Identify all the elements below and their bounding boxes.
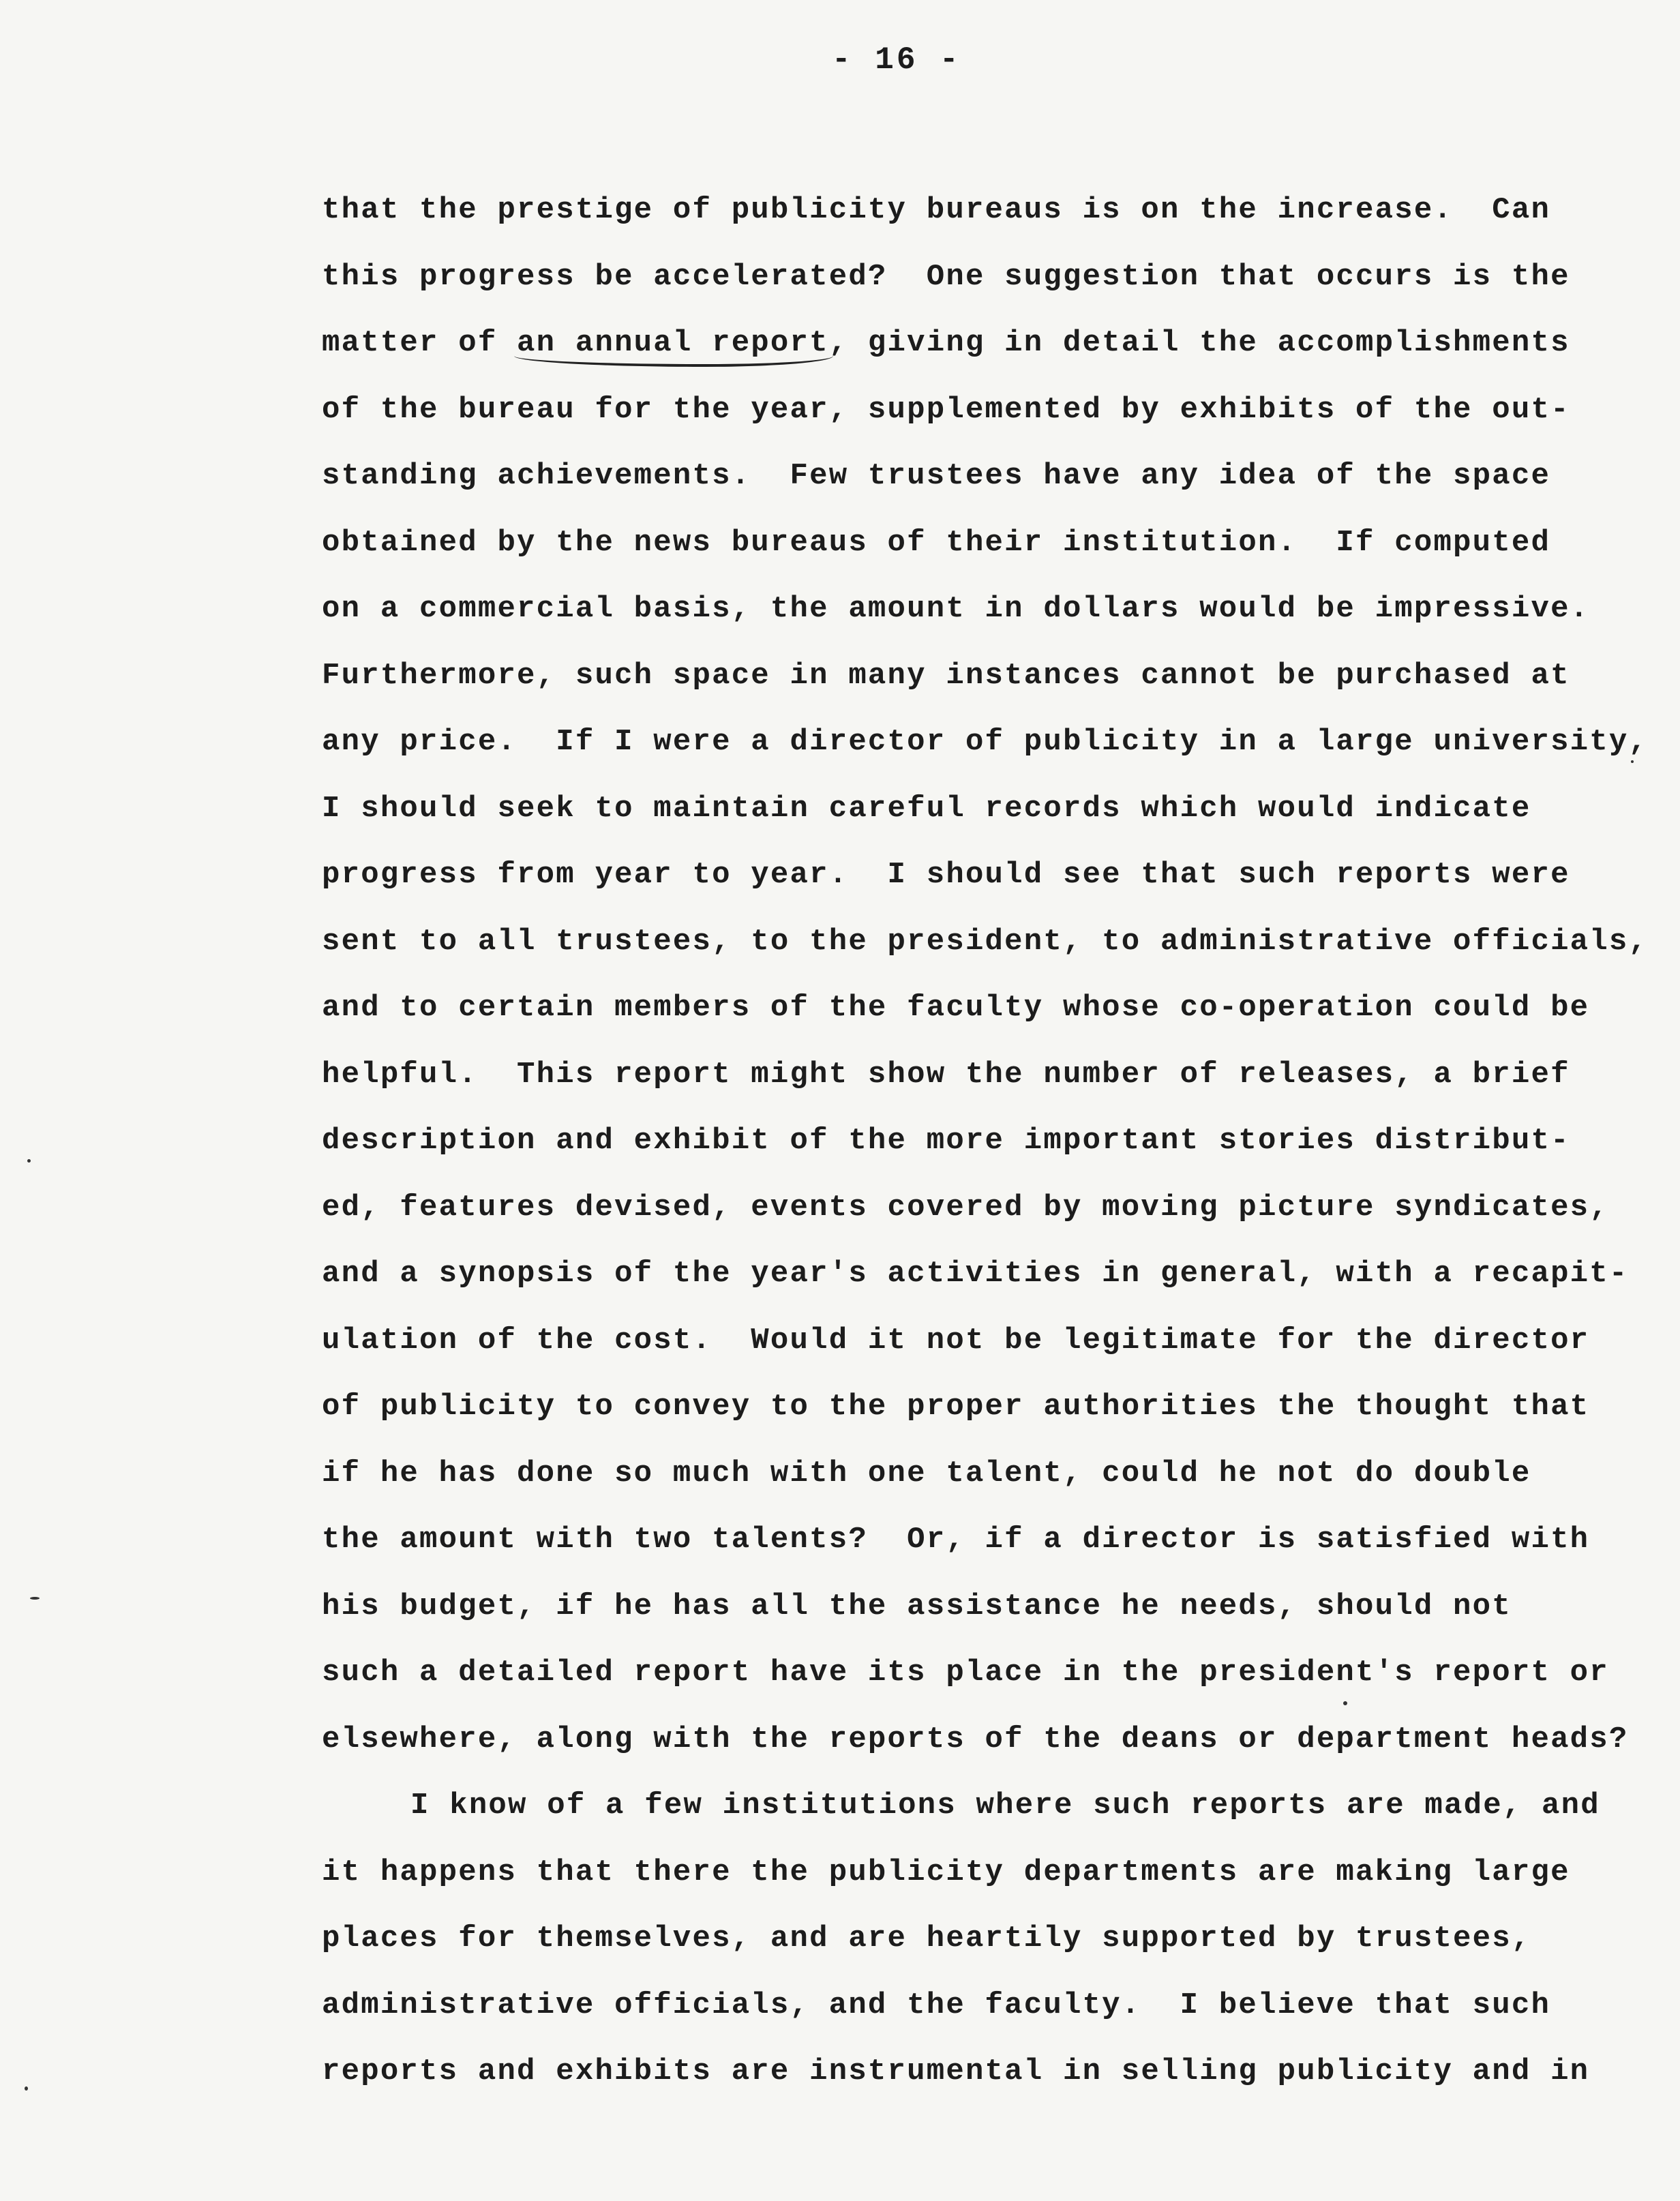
text-line: of the bureau for the year, supplemented by exhibits of the out- (322, 392, 1570, 427)
text-line: this progress be accelerated? One suggestion that occurs is the (322, 259, 1570, 294)
text-line: the amount with two talents? Or, if a director is satisfied with (322, 1523, 1590, 1557)
underlined-phrase: an annual report (517, 326, 829, 360)
text-line: helpful. This report might show the number of releases, a brief (322, 1057, 1570, 1092)
text-line (322, 310, 1672, 377)
text-line: and to certain members of the faculty whose co-operation could be (322, 991, 1590, 1025)
scan-speck (27, 1159, 31, 1163)
text-line: progress from year to year. I should see that such reports were (322, 858, 1570, 892)
text-line: ed, features devised, events covered by moving picture syndicates, (322, 1190, 1609, 1225)
text-line: obtained by the news bureaus of their institution. If computed (322, 525, 1551, 560)
text-line: administrative officials, and the faculty. I believe that such (322, 1988, 1551, 2022)
text-line: it happens that there the publicity departments are making large (322, 1855, 1570, 1889)
text-line: description and exhibit of the more important stories distribut- (322, 1124, 1570, 1158)
page-number: - 16 - (832, 42, 961, 78)
text-line: Furthermore, such space in many instances cannot be purchased at (322, 658, 1570, 693)
text-line: any price. If I were a director of publicity in a large university, (322, 725, 1649, 759)
text-segment: matter of (322, 326, 518, 360)
text-line: if he has done so much with one talent, could he not do double (322, 1456, 1531, 1491)
text-line: and a synopsis of the year's activities in general, with a recapit- (322, 1257, 1629, 1291)
text-line: elsewhere, along with the reports of the deans or department heads? (322, 1722, 1629, 1756)
scan-speck (25, 2086, 28, 2091)
text-line: on a commercial basis, the amount in dollars would be impressive. (322, 592, 1590, 626)
text-line: of publicity to convey to the proper authorities the thought that (322, 1390, 1590, 1424)
text-line: such a detailed report have its place in the president's report or (322, 1656, 1609, 1690)
scan-speck (30, 1597, 40, 1600)
text-segment: , giving in detail the accomplishments (828, 326, 1570, 360)
text-line: I should seek to maintain careful records which would indicate (322, 791, 1531, 826)
body-text (322, 177, 1672, 2106)
text-line: places for themselves, and are heartily supported by trustees, (322, 1921, 1531, 1956)
text-line: sent to all trustees, to the president, to administrative officials, (322, 924, 1649, 959)
scan-speck (1343, 1701, 1347, 1705)
scan-speck (1631, 760, 1634, 763)
text-line: ulation of the cost. Would it not be legitimate for the director (322, 1323, 1590, 1358)
text-line: his budget, if he has all the assistance he needs, should not (322, 1589, 1512, 1623)
text-line: I know of a few institutions where such reports are made, and (410, 1788, 1600, 1823)
text-line: standing achievements. Few trustees have any idea of the space (322, 459, 1551, 493)
text-line: reports and exhibits are instrumental in selling publicity and in (322, 2054, 1590, 2088)
text-line: that the prestige of publicity bureaus is on the increase. Can (322, 193, 1551, 227)
